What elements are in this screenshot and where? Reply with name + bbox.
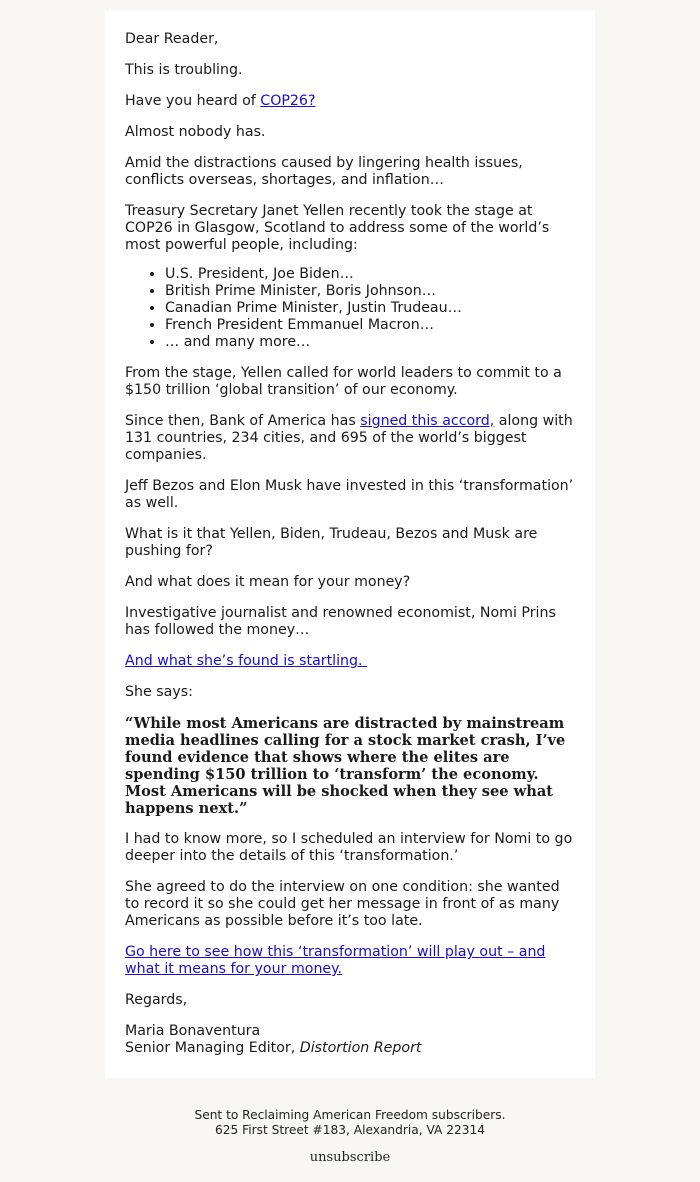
signer-title: Senior Managing Editor, — [125, 1040, 300, 1056]
list-item: • French President Emmanuel Macron… — [165, 317, 575, 334]
pull-quote: “While most Americans are distracted by mainstream media headlines calling for a stock market crash, I’ve found evidence that shows where the elites are spending $150 trillion to ‘transform’ the economy. Most Americans will be shocked when they see what happens next.” — [125, 715, 566, 817]
unsubscribe-link[interactable]: unsubscribe — [309, 1150, 391, 1165]
paragraph: From the stage, Yellen called for world leaders to commit to a $150 trillion ‘global transition’ of our economy. — [125, 365, 562, 398]
paragraph: Treasury Secretary Janet Yellen recently took the stage at COP26 in Glasgow, Scotland to address some of the world’s most powerful people, including: — [125, 203, 550, 253]
paragraph: Almost nobody has. — [125, 124, 266, 140]
paragraph: And what does it mean for your money? — [125, 574, 411, 590]
closing: Regards, — [125, 992, 188, 1008]
letter-card — [105, 11, 595, 1078]
startling-link[interactable]: And what she’s found is startling. — [125, 653, 368, 669]
greeting: Dear Reader, — [125, 31, 219, 47]
leaders-list — [125, 266, 575, 351]
publication-name: Distortion Report — [299, 1040, 422, 1056]
list-item: • British Prime Minister, Boris Johnson… — [165, 283, 575, 300]
paragraph: She agreed to do the interview on one condition: she wanted to record it so she could get her message in front of as many Americans as possible before it’s too late. — [125, 879, 560, 929]
footer-address: 625 First Street #183, Alexandria, VA 22314 — [214, 1123, 486, 1137]
paragraph-text: Since then, Bank of America has — [125, 413, 361, 429]
cta-link[interactable]: Go here to see how this ‘transformation’ will play out – and what it means for your money. — [125, 944, 546, 977]
paragraph-text: Have you heard of — [125, 93, 261, 109]
paragraph — [125, 413, 575, 464]
paragraph: Investigative journalist and renowned economist, Nomi Prins has followed the money… — [125, 605, 556, 638]
paragraph — [125, 944, 575, 978]
footer-line: Sent to Reclaiming American Freedom subscribers. — [194, 1108, 506, 1122]
paragraph-text: along with 131 countries, 234 cities, and 695 of the world’s biggest companies. — [125, 413, 573, 463]
paragraph: I had to know more, so I scheduled an interview for Nomi to go deeper into the details of this ‘transformation.’ — [125, 831, 573, 864]
paragraph: Jeff Bezos and Elon Musk have invested in this ‘transformation’ as well. — [125, 478, 574, 511]
paragraph: This is troubling. — [125, 62, 243, 78]
signer-name: Maria Bonaventura — [125, 1023, 261, 1039]
email-footer — [0, 1108, 700, 1165]
cop26-link[interactable]: COP26? — [260, 93, 316, 109]
accord-link[interactable]: signed this accord, — [360, 413, 495, 429]
paragraph — [125, 93, 575, 110]
paragraph: What is it that Yellen, Biden, Trudeau, Bezos and Musk are pushing for? — [125, 526, 538, 559]
list-item: • … and many more… — [165, 334, 575, 351]
paragraph: Amid the distractions caused by lingering health issues, conflicts overseas, shortages, and inflation… — [125, 155, 523, 188]
paragraph — [125, 653, 575, 670]
list-item: • Canadian Prime Minister, Justin Trudeau… — [165, 300, 575, 317]
list-item: • U.S. President, Joe Biden… — [165, 266, 575, 283]
paragraph: She says: — [125, 684, 193, 700]
signature — [125, 1023, 575, 1057]
